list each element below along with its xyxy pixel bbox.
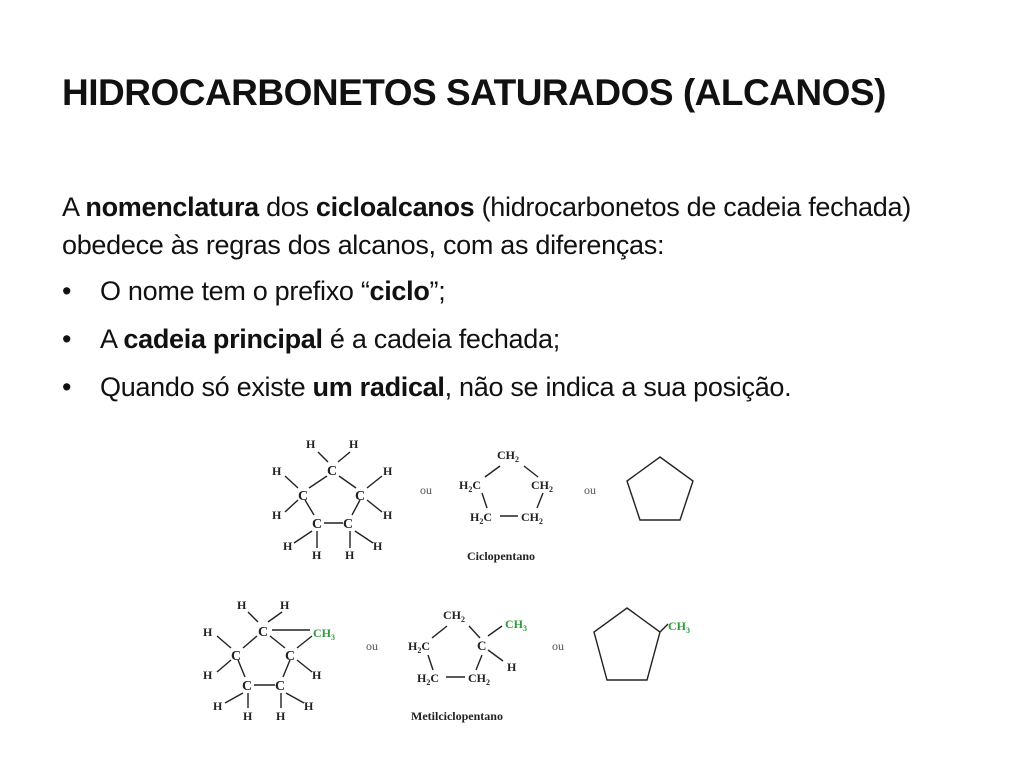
atom-c: C [258,625,269,640]
atom-h: H [304,699,314,713]
atom-c: C [285,649,296,664]
atom-c: C [477,638,487,653]
bullet-bold: um radical [312,372,445,402]
atom-h: H [272,508,282,522]
intro-bold-nomenclatura: nomenclatura [85,192,259,222]
atom-c: C [231,649,242,664]
bullet-text: O nome tem o prefixo “ [100,276,370,306]
group-h2c: $H_2C$ [408,639,431,655]
ciclopentano-expanded-formula [272,437,393,562]
bullet-bold: cadeia principal [123,324,323,354]
group-ch2: $CH_2$ [521,510,543,526]
bullet-text: , não se indica a sua posição. [444,372,792,402]
metilciclopentano-condensed-formula [408,608,527,723]
group-ch3: $CH_3$ [313,626,335,642]
caption-metilciclopentano: Metilciclopentano [411,709,503,723]
atom-c: C [275,679,286,694]
group-ch2: $CH_2$ [531,478,553,494]
intro-text: A [62,192,86,222]
slide-title: HIDROCARBONETOS SATURADOS (ALCANOS) [62,72,886,113]
atom-h: H [243,709,253,723]
atom-h: H [306,437,316,451]
bullet-bold: ciclo [369,276,430,306]
bullet-text: é a cadeia fechada; [322,324,560,354]
atom-h: H [280,598,290,612]
atom-h: H [383,508,393,522]
group-ch2: $CH_2$ [497,448,519,464]
atom-c: C [312,517,323,532]
group-h2c: $H_2C$ [470,510,493,526]
caption-ciclopentano: Ciclopentano [467,549,536,563]
atom-h: H [312,668,322,682]
intro-bold-cicloalcanos: cicloalcanos [315,192,475,222]
bullet-text: Quando só existe [100,372,313,402]
atom-h: H [373,539,383,553]
separator-ou: ou [552,639,564,653]
cyclopentane-skeletal-icon [627,457,693,520]
atom-h: H [203,668,213,682]
separator-ou: ou [420,483,432,497]
atom-h: H [507,660,517,674]
atom-c: C [355,489,366,504]
atom-h: H [349,437,359,451]
methylcyclopentane-skeletal-icon [594,608,690,680]
atom-c: C [327,464,338,479]
group-h2c: $H_2C$ [459,478,482,494]
separator-ou: ou [584,483,596,497]
atom-c: C [242,679,253,694]
atom-h: H [237,598,247,612]
group-ch2: $CH_2$ [468,671,490,687]
separator-ou: ou [366,639,378,653]
atom-h: H [203,625,213,639]
atom-c: C [343,517,354,532]
ciclopentano-condensed-formula [459,448,553,563]
atom-c: C [298,489,309,504]
group-ch3: $CH_3$ [505,617,527,633]
atom-h: H [383,464,393,478]
atom-h: H [312,548,322,562]
intro-text: (hidrocarbonetos de cadeia fechada) obedece às regras dos alcanos, com as diferenças: [62,192,911,260]
atom-h: H [283,539,293,553]
bullet-text: A [100,324,124,354]
group-ch3: $CH_3$ [668,619,690,635]
atom-h: H [276,709,286,723]
group-h2c: $H_2C$ [417,671,440,687]
atom-h: H [213,699,223,713]
group-ch2: $CH_2$ [443,608,465,624]
metilciclopentano-expanded-formula [203,598,335,723]
atom-h: H [272,464,282,478]
bullet-text: ”; [429,276,446,306]
atom-h: H [345,548,355,562]
intro-text: dos [258,192,316,222]
